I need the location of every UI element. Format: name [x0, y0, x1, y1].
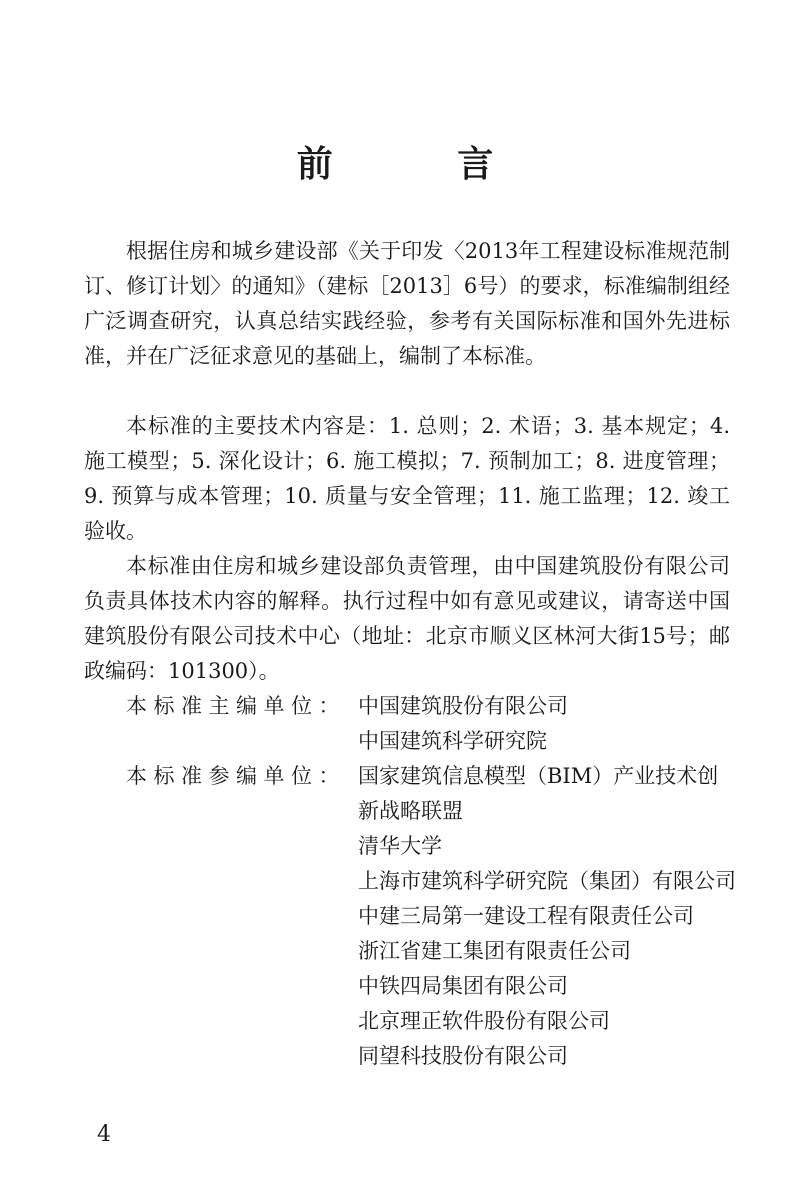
page-title: 前 言: [296, 144, 550, 185]
participating-row: [84, 759, 358, 794]
participating-unit: 浙江省建工集团有限责任公司: [358, 939, 631, 963]
paragraph-content: 本标准的主要技术内容是：1. 总则；2. 术语；3. 基本规定；4. 施工模型；5. 深化设计；6. 施工模拟；7. 预制加工；8. 进度管理；9. 预算与成本管理；10. 质量与安全管理；11. 施工监理；12. 竣工验收。: [84, 414, 730, 543]
participating-label: 本标准参编单位：: [126, 764, 346, 788]
participating-unit: 上海市建筑科学研究院（集团）有限公司: [358, 869, 736, 893]
participating-unit: 中铁四局集团有限公司: [358, 974, 568, 998]
participating-unit: 国家建筑信息模型（BIM）产业技术创新战略联盟: [358, 764, 719, 823]
chief-editor-unit: 中国建筑科学研究院: [358, 729, 547, 753]
participating-list: [358, 759, 738, 1074]
paragraph-basis: 根据住房和城乡建设部《关于印发〈2013年工程建设标准规范制订、修订计划〉的通知》（建标［2013］6号）的要求，标准编制组经广泛调查研究，认真总结实践经验，参考有关国际标准和国外先进标准，并在广泛征求意见的基础上，编制了本标准。: [84, 239, 730, 368]
chief-editor-row: [84, 689, 358, 724]
participating-unit: 同望科技股份有限公司: [358, 1044, 568, 1068]
participating-unit: 北京理正软件股份有限公司: [358, 1009, 610, 1033]
chief-editor-label: 本标准主编单位：: [126, 694, 346, 718]
participating-unit: 清华大学: [358, 834, 442, 858]
paragraph-management: 本标准由住房和城乡建设部负责管理，由中国建筑股份有限公司负责具体技术内容的解释。执行过程中如有意见或建议，请寄送中国建筑股份有限公司技术中心（地址：北京市顺义区林河大街15号；邮政编码：101300）。: [84, 554, 730, 683]
chief-editor-unit: 中国建筑股份有限公司: [358, 694, 568, 718]
chief-editor-list: [358, 689, 738, 759]
participating-unit: 中建三局第一建设工程有限责任公司: [358, 904, 694, 928]
page-number: 4: [97, 1122, 111, 1147]
